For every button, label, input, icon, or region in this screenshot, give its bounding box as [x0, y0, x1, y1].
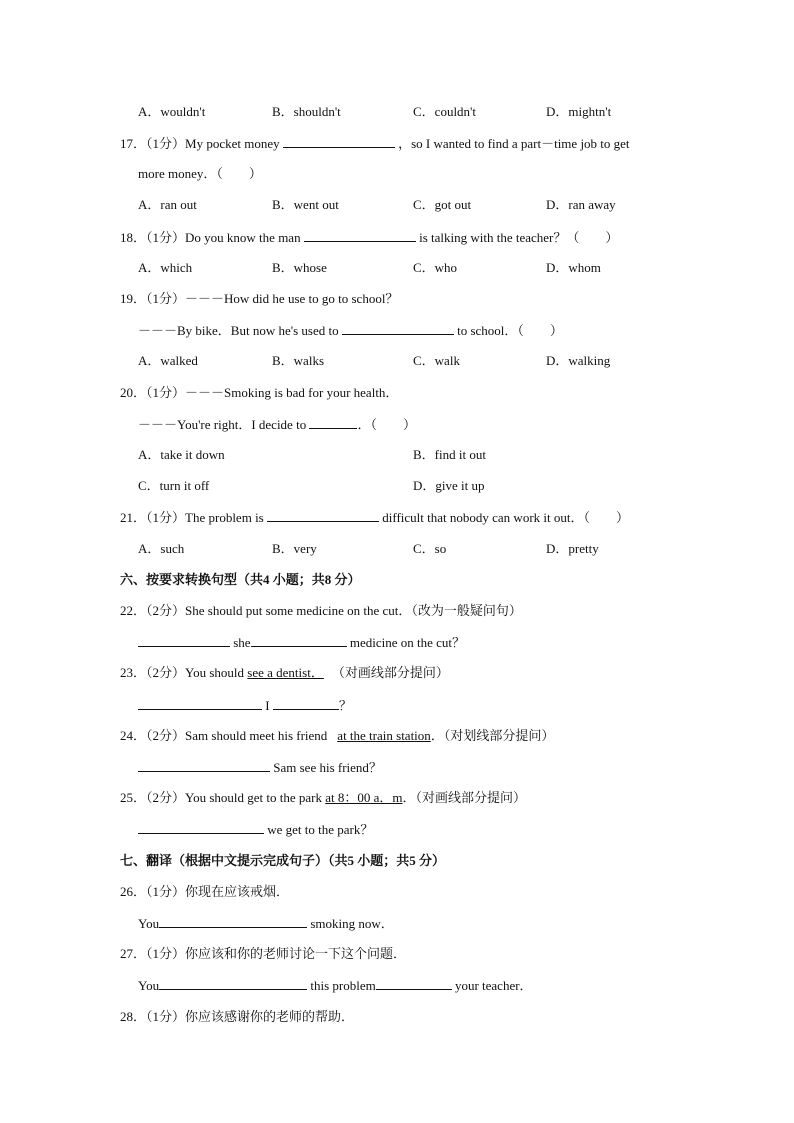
question-18: 18．（1分）Do you know the man is talking with the teacher？（ ）	[120, 230, 619, 245]
answer-blank[interactable]	[283, 134, 395, 148]
answer-blank[interactable]	[138, 633, 230, 647]
q19-option-b: B．walks	[272, 353, 325, 368]
q19-option-d: D．walking	[546, 353, 611, 368]
q21-option-a: A．such	[138, 541, 185, 556]
q18-option-a: A．which	[138, 260, 193, 275]
question-17-continuation: more money．（ ）	[138, 166, 262, 181]
q18-option-b: B．whose	[272, 260, 327, 275]
question-27-answer-line: You this problem your teacher．	[138, 978, 533, 993]
question-22-answer-line: she medicine on the cut？	[138, 633, 465, 652]
question-19: 19．（1分）－－－How did he use to go to school？	[120, 291, 399, 306]
answer-blank[interactable]	[376, 976, 452, 990]
question-17: 17．（1分）My pocket money ，so I wanted to find a part－time job to get	[120, 136, 630, 151]
answer-blank[interactable]	[159, 976, 307, 990]
q20-option-a: A．take it down	[138, 447, 225, 462]
q17-option-d: D．ran away	[546, 197, 616, 212]
question-23: 23．（2分）You should see a dentist． （对画线部分提问）	[120, 665, 449, 680]
q18-option-c: C．who	[413, 260, 458, 275]
question-19-response: －－－By bike．But now he's used to to school．（ ）	[138, 323, 563, 338]
question-25-answer-line: we get to the park？	[138, 820, 373, 839]
answer-blank[interactable]	[309, 415, 357, 429]
answer-blank[interactable]	[138, 820, 264, 834]
answer-blank[interactable]	[138, 696, 262, 710]
underlined-phrase: at the train station	[337, 728, 431, 743]
q16-option-a: A．wouldn't	[138, 104, 206, 119]
question-21: 21．（1分）The problem is difficult that nobody can work it out．（ ）	[120, 510, 629, 525]
question-24: 24．（2分）Sam should meet his friend at the train station．（对划线部分提问）	[120, 728, 555, 743]
question-25: 25．（2分）You should get to the park at 8：00 a．m．（对画线部分提问）	[120, 790, 527, 805]
answer-blank[interactable]	[267, 508, 379, 522]
q20-option-b: B．find it out	[413, 447, 486, 462]
q19-option-a: A．walked	[138, 353, 198, 368]
question-24-answer-line: Sam see his friend？	[138, 758, 382, 777]
q21-option-b: B．very	[272, 541, 317, 556]
answer-blank[interactable]	[304, 228, 416, 242]
q20-option-c: C．turn it off	[138, 478, 210, 493]
q19-option-c: C．walk	[413, 353, 460, 368]
q18-option-d: D．whom	[546, 260, 601, 275]
question-28: 28．（1分）你应该感谢你的老师的帮助．	[120, 1009, 355, 1024]
underlined-phrase: see a dentist．	[247, 665, 324, 680]
question-27: 27．（1分）你应该和你的老师讨论一下这个问题．	[120, 946, 407, 961]
question-23-answer-line: I ？	[138, 696, 352, 715]
question-20-response: －－－You're right．I decide to ．（ ）	[138, 417, 416, 432]
underlined-phrase: at 8：00 a．m	[325, 790, 403, 805]
q16-option-b: B．shouldn't	[272, 104, 341, 119]
question-26: 26．（1分）你现在应该戒烟．	[120, 884, 290, 899]
q21-option-d: D．pretty	[546, 541, 599, 556]
section-seven-heading: 七、翻译（根据中文提示完成句子）（共5 小题；共5 分）	[120, 853, 446, 868]
q17-option-b: B．went out	[272, 197, 339, 212]
q16-option-d: D．mightn't	[546, 104, 612, 119]
q17-option-a: A．ran out	[138, 197, 197, 212]
question-26-answer-line: You smoking now．	[138, 916, 394, 931]
q20-option-d: D．give it up	[413, 478, 485, 493]
question-20: 20．（1分）－－－Smoking is bad for your health．	[120, 385, 399, 400]
answer-blank[interactable]	[342, 321, 454, 335]
q17-option-c: C．got out	[413, 197, 472, 212]
section-six-heading: 六、按要求转换句型（共4 小题；共8 分）	[120, 572, 361, 587]
answer-blank[interactable]	[251, 633, 347, 647]
q16-option-c: C．couldn't	[413, 104, 477, 119]
answer-blank[interactable]	[159, 914, 307, 928]
answer-blank[interactable]	[138, 758, 270, 772]
q21-option-c: C．so	[413, 541, 447, 556]
answer-blank[interactable]	[273, 696, 339, 710]
question-22: 22．（2分）She should put some medicine on the cut．（改为一般疑问句）	[120, 603, 522, 618]
